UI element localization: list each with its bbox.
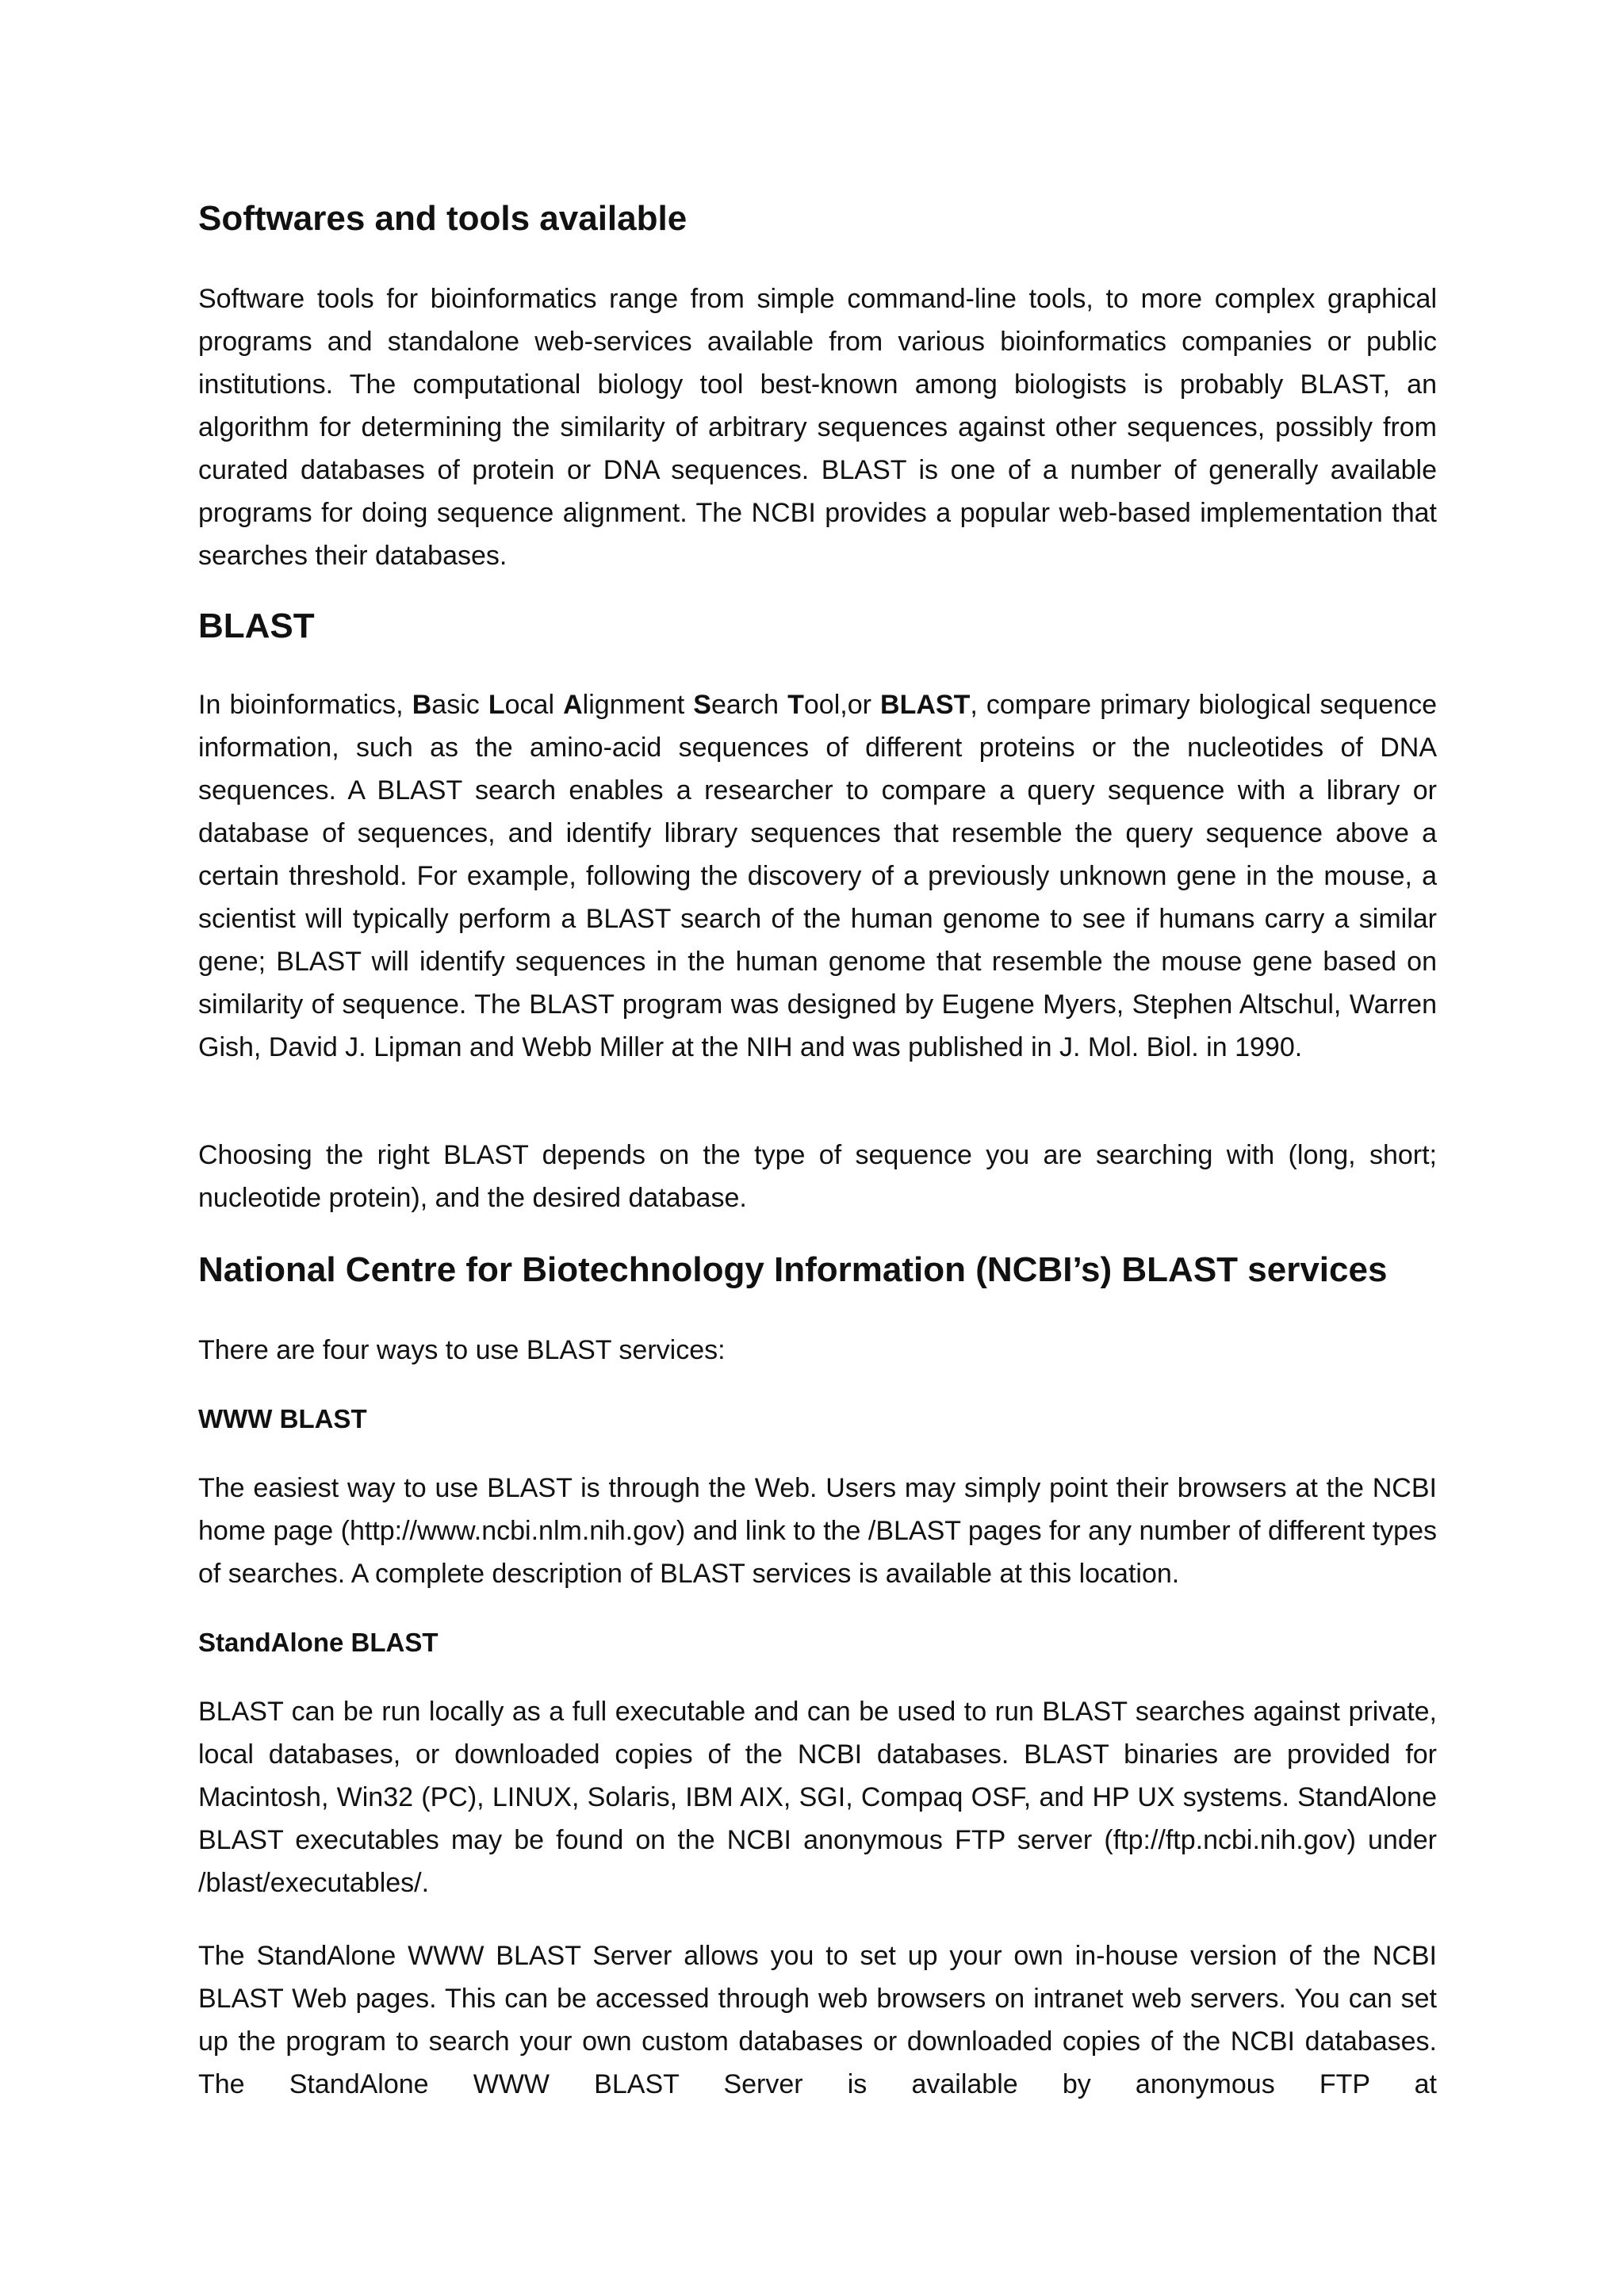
acronym-rest: asic <box>431 690 488 720</box>
paragraph-www-blast: The easiest way to use BLAST is through the Web. Users may simply point their browsers at the NCBI home page (http://www.ncbi.nlm.nih.gov) and link to the /BLAST pages for any number of different types of searches. A complete description of BLAST services is available at this location. <box>198 1473 1437 1589</box>
acronym-rest: earch <box>710 690 788 720</box>
acronym-initial: L <box>488 690 505 720</box>
blast-intro-prefix: In bioinformatics, <box>198 690 412 720</box>
acronym-initial: S <box>693 690 711 720</box>
blast-intro-rest: , compare primary biological sequence information, such as the amino-acid sequences of different proteins or the nucleotides of DNA sequences. A BLAST search enables a researcher to compare a query sequence with a library or database of sequences, and identify library sequences that resemble the query sequence above a certain threshold. For example, following the discovery of a previously unknown gene in the mouse, a scientist will typically perform a BLAST search of the human genome to see if humans carry a similar gene; BLAST will identify sequences in the human genome that resemble the mouse gene based on similarity of sequence. The BLAST program was designed by Eugene Myers, Stephen Altschul, Warren Gish, David J. Lipman and Webb Miller at the NIH and was published in J. Mol. Biol. in 1990. <box>198 690 1437 1062</box>
paragraph-choosing-blast: Choosing the right BLAST depends on the type of sequence you are searching with (long, short; nucleotide protein), and the desired database. <box>198 1140 1437 1213</box>
section-title-softwares: Softwares and tools available <box>198 199 688 238</box>
paragraph-standalone-blast: BLAST can be run locally as a full executable and can be used to run BLAST searches against private, local databases, or downloaded copies of the NCBI databases. BLAST binaries are provided for Macintosh, Win32 (PC), LINUX, Solaris, IBM AIX, SGI, Compaq OSF, and HP UX systems. StandAlone BLAST executables may be found on the NCBI anonymous FTP server (ftp://ftp.ncbi.nih.gov) under /blast/executables/. <box>198 1697 1437 1898</box>
blast-abbrev: BLAST <box>880 690 971 720</box>
acronym-rest: ool,or <box>803 690 881 720</box>
acronym-rest: ocal <box>504 690 564 720</box>
section-title-ncbi: National Centre for Biotechnology Information (NCBI’s) BLAST services <box>198 1250 1388 1289</box>
paragraph-standalone-server: The StandAlone WWW BLAST Server allows you to set up your own in-house version of the NCBI BLAST Web pages. This can be accessed through web browsers on intranet web servers. You can set up the program to search your own custom databases or downloaded copies of the NCBI databases. The StandAlone WWW BLAST Server is available by anonymous FTP at <box>198 1941 1437 2099</box>
acronym-initial: A <box>563 690 583 720</box>
subsection-title-standalone-blast: StandAlone BLAST <box>198 1628 439 1657</box>
acronym-rest: lignment <box>582 690 694 720</box>
section-title-blast: BLAST <box>198 607 315 645</box>
acronym-initial: T <box>787 690 804 720</box>
subsection-title-www-blast: WWW BLAST <box>198 1404 367 1433</box>
acronym-initial: B <box>412 690 432 720</box>
paragraph-ncbi-intro: There are four ways to use BLAST services: <box>198 1335 726 1365</box>
paragraph-softwares: Software tools for bioinformatics range from simple command-line tools, to more complex graphical programs and standalone web-services available from various bioinformatics companies or public institutions. The computational biology tool best-known among biologists is probably BLAST, an algorithm for determining the similarity of arbitrary sequences against other sequences, possibly from curated databases of protein or DNA sequences. BLAST is one of a number of generally available programs for doing sequence alignment. The NCBI provides a popular web-based implementation that searches their databases. <box>198 284 1437 571</box>
paragraph-blast-intro <box>198 683 1437 1069</box>
